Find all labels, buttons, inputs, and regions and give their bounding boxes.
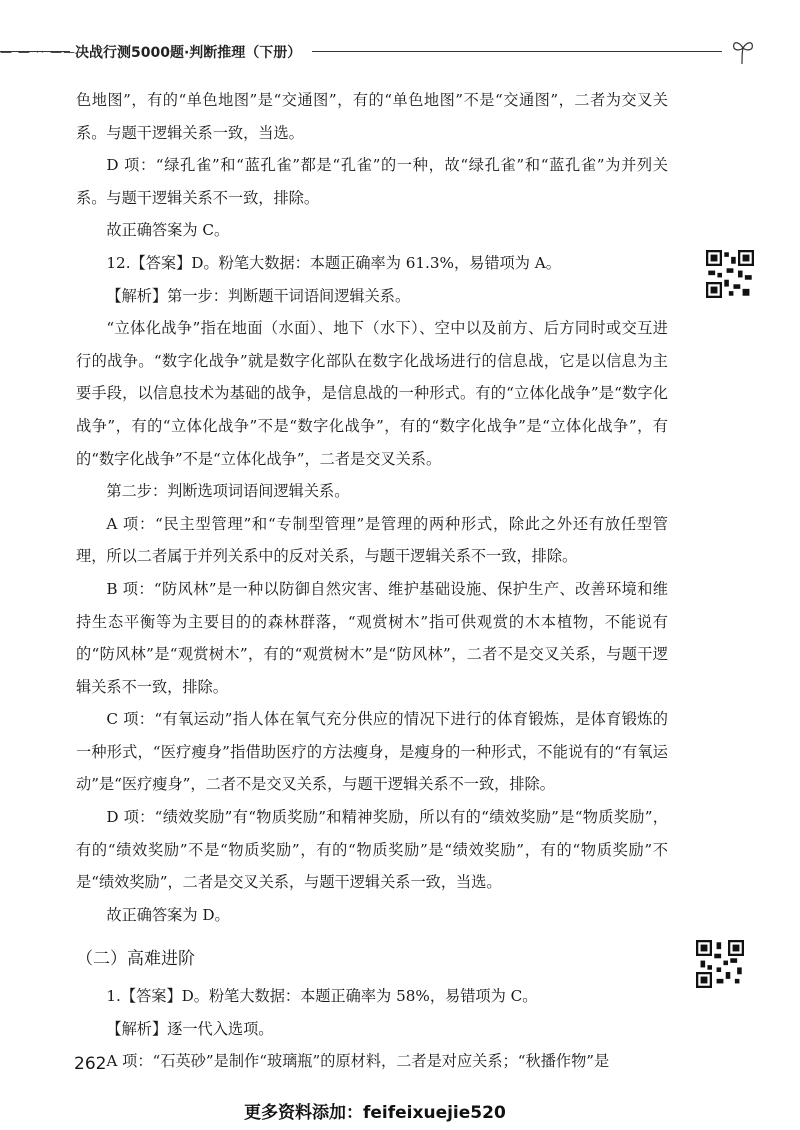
header-rule-left <box>0 51 70 52</box>
page-header <box>0 36 800 66</box>
sprout-icon <box>728 36 758 66</box>
paragraph: C 项：“有氧运动”指人体在氧气充分供应的情况下进行的体育锻炼，是体育锻炼的一种形式，“医疗瘦身”指借助医疗的方法瘦身，是瘦身的一种形式，不能说有的“有氧运动”是“医疗瘦身”，二者不是交叉关系，与题干逻辑关系不一致，排除。 <box>76 710 668 794</box>
qr-code-icon <box>706 250 754 298</box>
paragraph: 第二步：判断选项词语间逻辑关系。 <box>106 482 350 501</box>
paragraph: 色地图”，有的“单色地图”是“交通图”，有的“单色地图”不是“交通图”，二者为交叉关系。与题干逻辑关系一致，当选。 <box>76 91 668 142</box>
paragraph: B 项：“防风林”是一种以防御自然灾害、维护基础设施、保护生产、改善环境和维持生态平衡等为主要目的的森林群落，“观赏树木”指可供观赏的木本植物，不能说有的“防风林”是“观赏树木”，有的“观赏树木”是“防风林”，二者不是交叉关系，与题干逻辑关系不一致，排除。 <box>76 579 668 696</box>
page-number: 262 <box>74 1054 107 1074</box>
paragraph: A 项：“石英砂”是制作“玻璃瓶”的原材料，二者是对应关系；“秋播作物”是 <box>106 1052 610 1071</box>
paragraph: “立体化战争”指在地面（水面）、地下（水下）、空中以及前方、后方同时或交互进行的战争。“数字化战争”就是数字化部队在数字化战场进行的信息战，它是以信息为主要手段，以信息技术为基础的战争，是信息战的一种形式。有的“立体化战争”是“数字化战争”，有的“立体化战争”不是“数字化战争”，有的“数字化战争”是“立体化战争”，有的“数字化战争”不是“立体化战争”，二者是交叉关系。 <box>76 319 668 468</box>
paragraph: 故正确答案为 C。 <box>106 221 230 240</box>
section-title: （二）高难进阶 <box>76 949 195 970</box>
answer-line: 1.【答案】D。粉笔大数据：本题正确率为 58%，易错项为 C。 <box>106 987 538 1006</box>
answer-line: 12.【答案】D。粉笔大数据：本题正确率为 61.3%，易错项为 A。 <box>106 253 561 272</box>
header-rule-right <box>312 51 722 52</box>
paragraph: A 项：“民主型管理”和“专制型管理”是管理的两种形式，除此之外还有放任型管理，所以二者属于并列关系中的反对关系，与题干逻辑关系不一致，排除。 <box>76 514 668 566</box>
paragraph: D 项：“绿孔雀”和“蓝孔雀”都是“孔雀”的一种，故“绿孔雀”和“蓝孔雀”为并列关系。与题干逻辑关系不一致，排除。 <box>76 156 668 207</box>
qr-code-icon <box>696 940 744 988</box>
footer-note: 更多资料添加：feifeixuejie520 <box>244 1103 506 1123</box>
paragraph: D 项：“绩效奖励”有“物质奖励”和精神奖励，所以有的“绩效奖励”是“物质奖励”，有的“绩效奖励”不是“物质奖励”，有的“物质奖励”是“绩效奖励”，有的“物质奖励”不是“绩效奖励”，二者是交叉关系，与题干逻辑关系一致，当选。 <box>76 808 668 892</box>
page-body <box>76 84 668 1078</box>
paragraph: 故正确答案为 D。 <box>106 905 230 924</box>
analysis-line: 【解析】逐一代入选项。 <box>106 1019 274 1038</box>
analysis-line: 【解析】第一步：判断题干词语间逻辑关系。 <box>106 286 411 305</box>
header-dash-left: — — ·· —— <box>0 45 77 59</box>
header-title: 决战行测5000题·判断推理（下册） <box>75 45 302 61</box>
